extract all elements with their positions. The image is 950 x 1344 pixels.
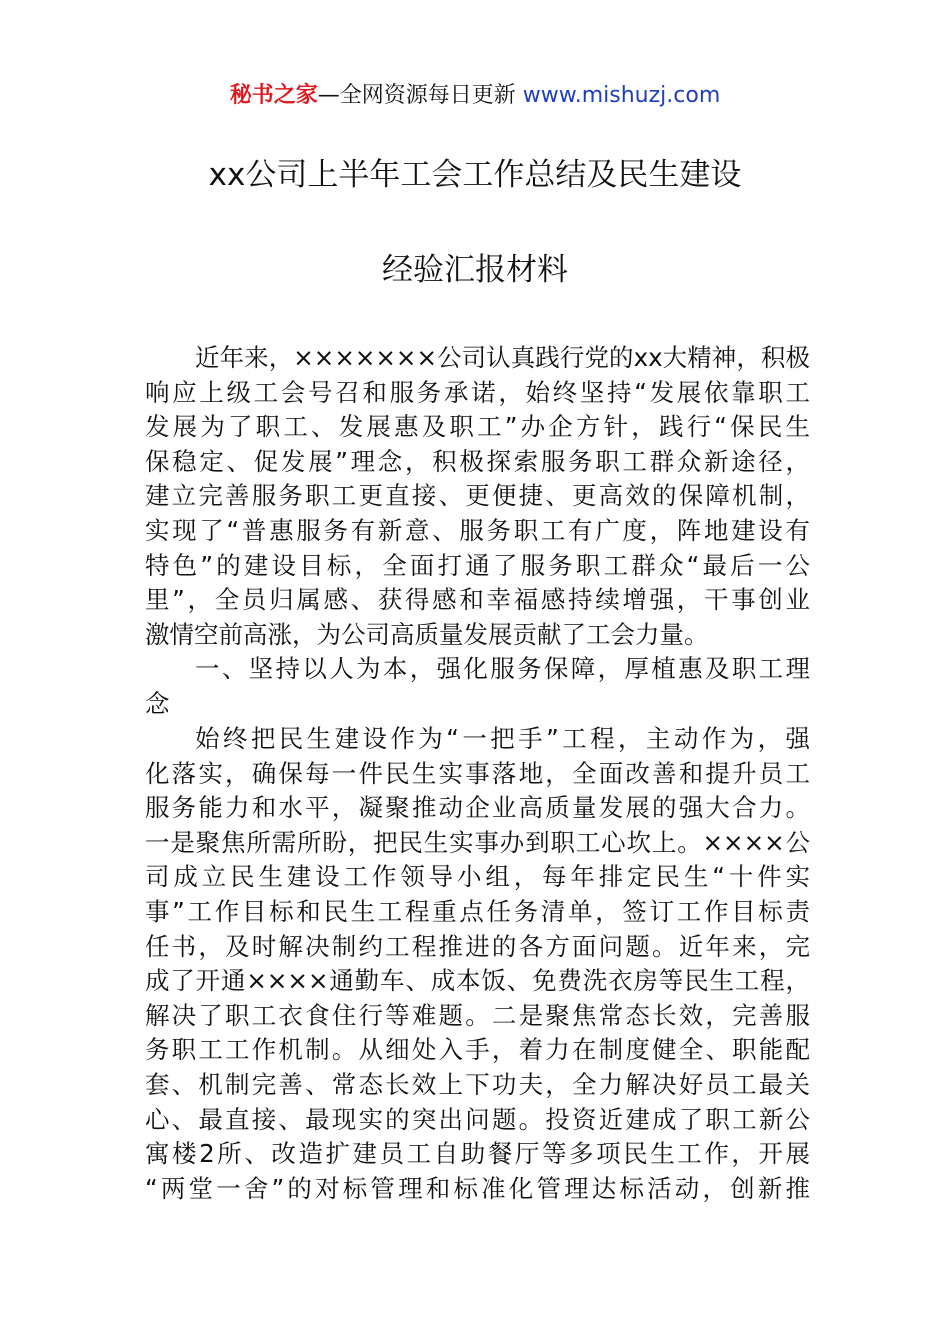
- heading-line: 念: [145, 688, 170, 718]
- paragraph-intro: [145, 341, 810, 652]
- site-url-link[interactable]: www.mishuzj.com: [522, 83, 721, 108]
- text-line: 激情空前高涨，为公司高质量发展贡献了工会力量。: [145, 619, 709, 649]
- text-line: 化落实，确保每一件民生实事落地，全面改善和提升员工: [145, 758, 810, 788]
- site-header: [0, 82, 950, 110]
- text-line: 解决了职工衣食住行等难题。二是聚焦常态长效，完善服: [145, 1000, 810, 1030]
- text-line: 里”，全员归属感、获得感和幸福感持续增强，干事创业: [145, 585, 810, 615]
- text-line: 务职工工作机制。从细处入手，着力在制度健全、职能配: [145, 1035, 810, 1065]
- text-line: 任书，及时解决制约工程推进的各方面问题。近年来，完: [145, 931, 810, 961]
- text-line: 发展为了职工、发展惠及职工”办企方针，践行“保民生: [145, 412, 810, 442]
- text-line: “两堂一舍”的对标管理和标准化管理达标活动，创新推: [145, 1173, 810, 1203]
- text-line: 保稳定、促发展”理念，积极探索服务职工群众新途径，: [145, 446, 810, 476]
- text-line: 事”工作目标和民生工程重点任务清单，签订工作目标责: [145, 896, 810, 926]
- text-line: 寓楼2所、改造扩建员工自助餐厅等多项民生工作，开展: [145, 1139, 810, 1169]
- text-line: 成了开通××××通勤车、成本饭、免费洗衣房等民生工程，: [145, 966, 810, 996]
- text-line: 服务能力和水平，凝聚推动企业高质量发展的强大合力。: [145, 793, 810, 823]
- paragraph-section-1: [145, 722, 810, 1206]
- heading-line: 一、坚持以人为本，强化服务保障，厚植惠及职工理: [195, 654, 810, 683]
- document-title-line-2: 经验汇报材料: [382, 252, 568, 288]
- brand-name: 秘书之家: [229, 83, 318, 108]
- text-line: 一是聚焦所需所盼，把民生实事办到职工心坎上。××××公: [145, 827, 810, 857]
- document-title-line-1: xx公司上半年工会工作总结及民生建设: [208, 157, 742, 193]
- text-line: 始终把民生建设作为“一把手”工程，主动作为，强: [195, 724, 810, 753]
- header-slogan: —全网资源每日更新: [317, 83, 516, 108]
- text-line: 特色”的建设目标，全面打通了服务职工群众“最后一公: [145, 550, 810, 580]
- text-line: 心、最直接、最现实的突出问题。投资近建成了职工新公: [145, 1104, 810, 1134]
- text-line: 近年来，×××××××公司认真践行党的xx大精神，积极: [195, 343, 810, 372]
- text-line: 响应上级工会号召和服务承诺，始终坚持“发展依靠职工: [145, 377, 810, 407]
- text-line: 司成立民生建设工作领导小组，每年排定民生“十件实: [145, 862, 810, 892]
- text-line: 实现了“普惠服务有新意、服务职工有广度，阵地建设有: [145, 515, 810, 545]
- text-line: 建立完善服务职工更直接、更便捷、更高效的保障机制，: [145, 481, 810, 511]
- section-heading-1: [145, 652, 810, 721]
- text-line: 套、机制完善、常态长效上下功夫，全力解决好员工最关: [145, 1069, 810, 1099]
